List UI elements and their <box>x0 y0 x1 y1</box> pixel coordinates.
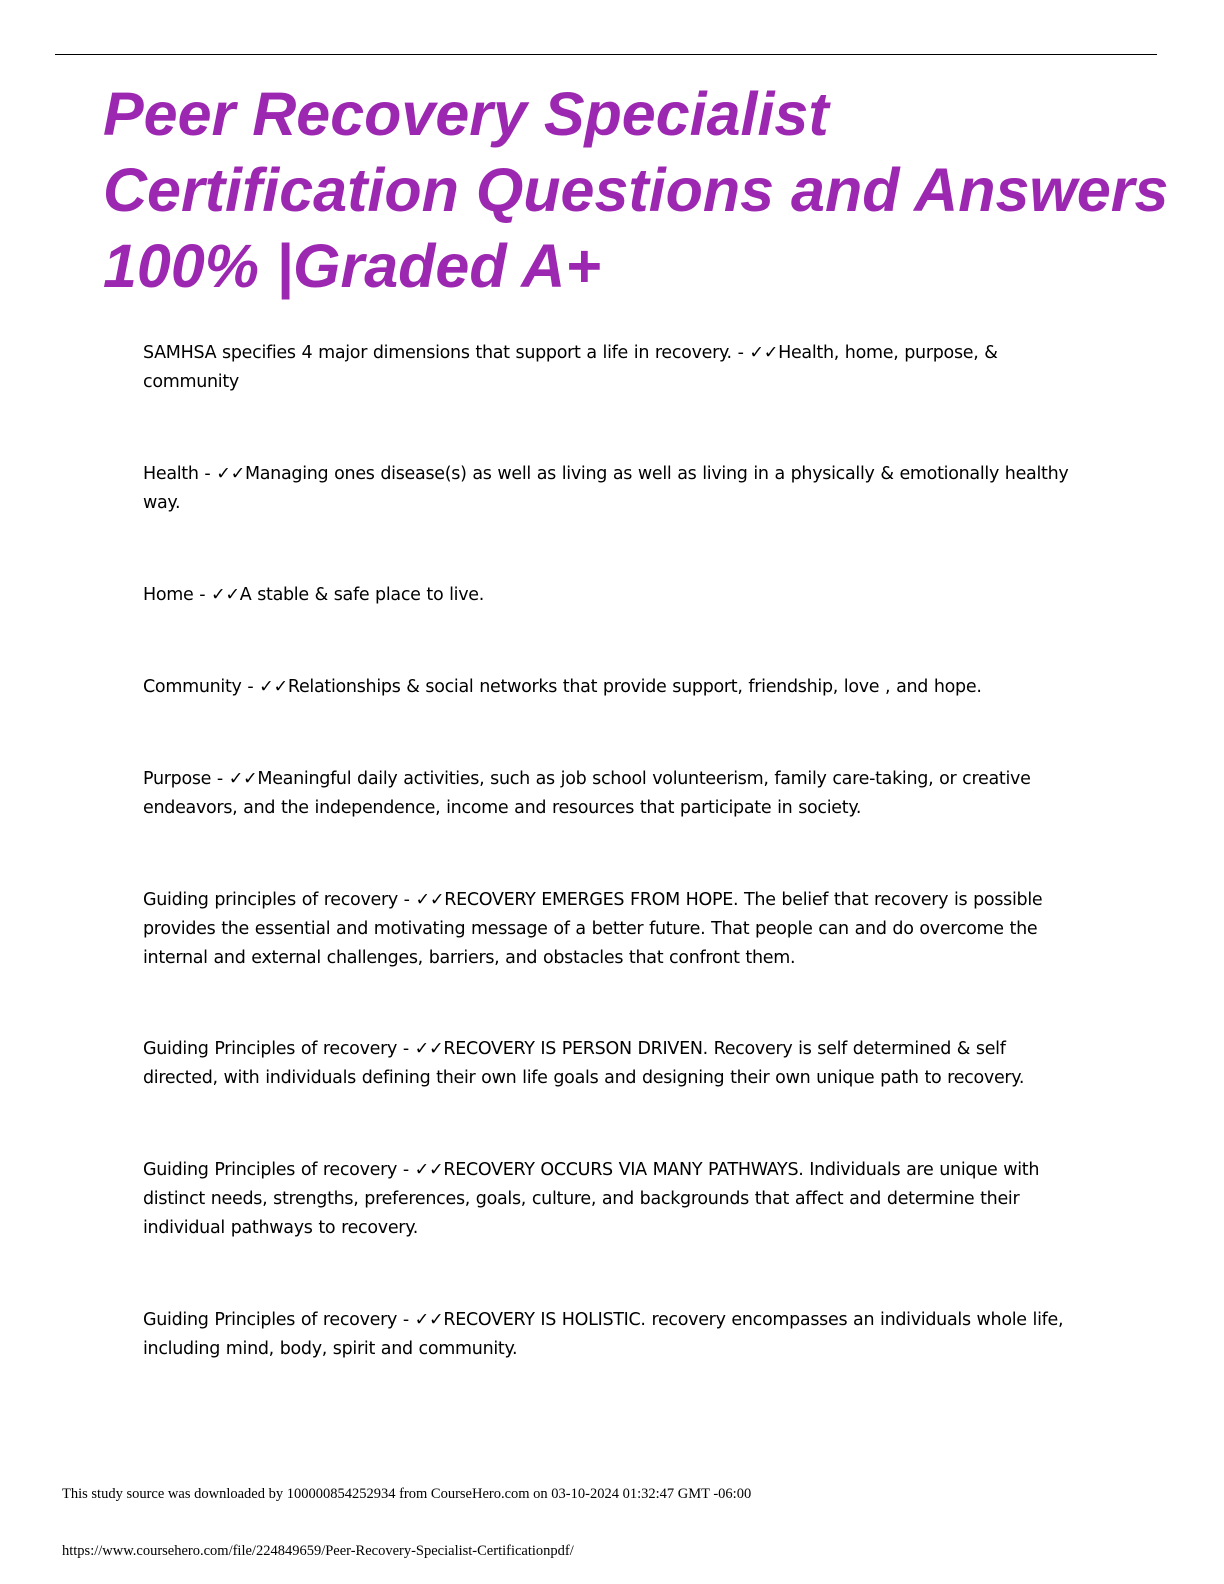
qa-answer: Managing ones disease(s) as well as living as well as living in a physically & emotionally healthy way. <box>143 464 1069 513</box>
qa-item-person-driven <box>143 1035 1073 1093</box>
header-rule <box>55 54 1157 55</box>
qa-term: Purpose <box>143 769 212 789</box>
qa-answer: RECOVERY IS HOLISTIC. recovery encompasses an individuals whole life, including mind, body, spirit and community. <box>143 1310 1064 1359</box>
qa-item-holistic <box>143 1306 1073 1364</box>
double-check-icon: ✓✓ <box>414 1160 444 1180</box>
qa-term: Guiding Principles of recovery <box>143 1039 398 1059</box>
title-line-3: 100% |Graded A+ <box>103 232 601 300</box>
download-source-note: This study source was downloaded by 100000854252934 from CourseHero.com on 03-10-2024 01:32:47 GMT -06:00 <box>62 1486 752 1502</box>
double-check-icon: ✓✓ <box>228 769 258 789</box>
qa-item-many-pathways <box>143 1156 1073 1243</box>
double-check-icon: ✓✓ <box>414 1039 444 1059</box>
qa-item-health <box>143 460 1073 518</box>
qa-item-purpose <box>143 765 1073 823</box>
title-line-1: Peer Recovery Specialist <box>103 80 829 148</box>
qa-term: Guiding principles of recovery <box>143 890 398 910</box>
qa-term: SAMHSA specifies 4 major dimensions that support a life in recovery. <box>143 343 732 363</box>
qa-answer: RECOVERY EMERGES FROM HOPE. The belief that recovery is possible provides the essential and motivating message of a better future. That people can and do overcome the internal and external challenges, barriers, and obstacles that confront them. <box>143 890 1043 968</box>
double-check-icon: ✓✓ <box>415 890 445 910</box>
qa-term: Community <box>143 677 242 697</box>
qa-term: Guiding Principles of recovery <box>143 1310 398 1330</box>
qa-separator: - <box>397 890 416 910</box>
qa-separator: - <box>397 1310 415 1330</box>
qa-answer: Relationships & social networks that provide support, friendship, love , and hope. <box>287 677 982 697</box>
qa-answer: A stable & safe place to live. <box>239 585 485 605</box>
document-title <box>103 76 1213 304</box>
qa-separator: - <box>397 1160 415 1180</box>
qa-answer: RECOVERY IS PERSON DRIVEN. Recovery is self determined & self directed, with individuals defining their own life goals and designing their own unique path to recovery. <box>143 1039 1025 1088</box>
qa-item-home <box>143 581 1073 610</box>
qa-term: Guiding Principles of recovery <box>143 1160 398 1180</box>
qa-separator: - <box>198 464 217 484</box>
source-url-link[interactable]: https://www.coursehero.com/file/224849659/Peer-Recovery-Specialist-Certificationpdf/ <box>62 1543 574 1559</box>
qa-separator: - <box>211 769 229 789</box>
qa-term: Health <box>143 464 199 484</box>
qa-answer: Meaningful daily activities, such as job school volunteerism, family care-taking, or creative endeavors, and the independence, income and resources that participate in society. <box>143 769 1031 818</box>
double-check-icon: ✓✓ <box>749 343 779 363</box>
qa-term: Home <box>143 585 194 605</box>
qa-answer: RECOVERY OCCURS VIA MANY PATHWAYS. Individuals are unique with distinct needs, strengths, preferences, goals, culture, and backgrounds that affect and determine their individual pathways to recovery. <box>143 1160 1040 1238</box>
qa-separator: - <box>241 677 260 697</box>
qa-item-community <box>143 673 1073 702</box>
qa-separator: - <box>193 585 212 605</box>
double-check-icon: ✓✓ <box>216 464 245 484</box>
double-check-icon: ✓✓ <box>259 677 288 697</box>
qa-answer: Health, home, purpose, & community <box>143 343 998 392</box>
qa-separator: - <box>397 1039 415 1059</box>
double-check-icon: ✓✓ <box>211 585 240 605</box>
double-check-icon: ✓✓ <box>414 1310 444 1330</box>
title-line-2: Certification Questions and Answers <box>103 156 1169 224</box>
qa-separator: - <box>731 343 750 363</box>
qa-item-samhsa-dimensions <box>143 339 1073 397</box>
qa-item-hope <box>143 886 1073 973</box>
